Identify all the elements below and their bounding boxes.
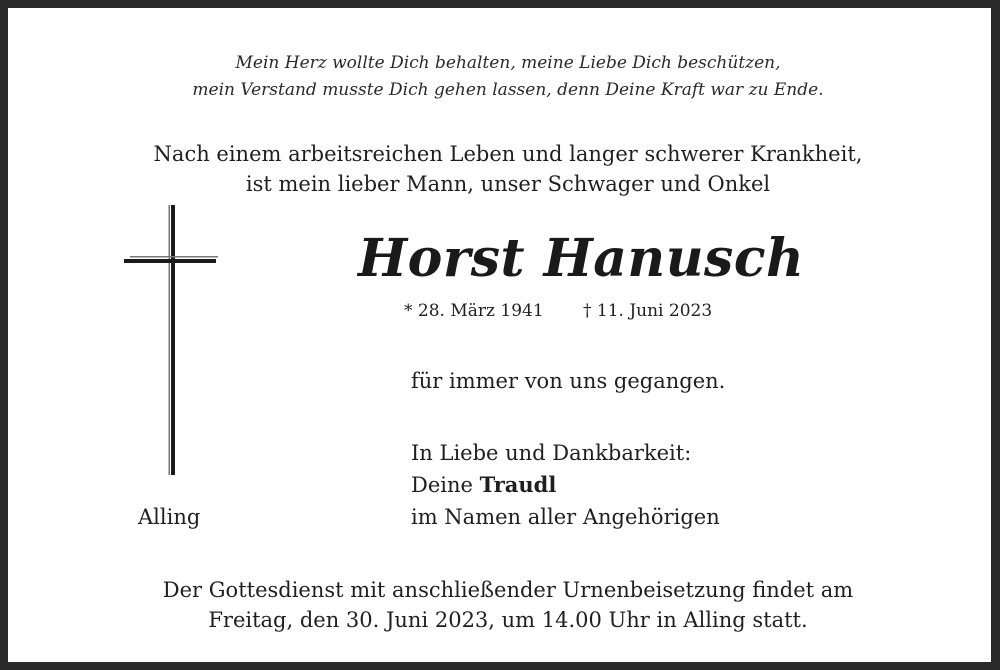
cross-icon [124, 196, 224, 476]
motto-line-1: Mein Herz wollte Dich behalten, meine Liebe Dich beschützen, [235, 53, 781, 73]
signature-name: Traudl [479, 472, 557, 497]
signature-line-1: In Liebe und Dankbarkeit: [411, 441, 692, 465]
place-label: Alling [138, 505, 201, 529]
service-line-2: Freitag, den 30. Juni 2023, um 14.00 Uhr in Alling statt. [208, 608, 808, 632]
motto-line-2: mein Verstand musste Dich gehen lassen, denn Deine Kraft war zu Ende. [192, 80, 824, 100]
passed-away-text: für immer von uns gegangen. [411, 369, 726, 393]
signature-prefix: Deine [411, 473, 473, 497]
deceased-name: Horst Hanusch [358, 228, 805, 289]
death-date: † 11. Juni 2023 [583, 301, 713, 321]
birth-date: * 28. März 1941 [404, 301, 544, 321]
service-line-1: Der Gottesdienst mit anschließender Urnenbeisetzung findet am [162, 578, 854, 602]
signature-line-2 [411, 469, 556, 501]
intro-line-2: ist mein lieber Mann, unser Schwager und Onkel [245, 172, 771, 196]
intro-line-1: Nach einem arbeitsreichen Leben und langer schwerer Krankheit, [153, 142, 863, 166]
signature-line-3: im Namen aller Angehörigen [411, 505, 720, 529]
